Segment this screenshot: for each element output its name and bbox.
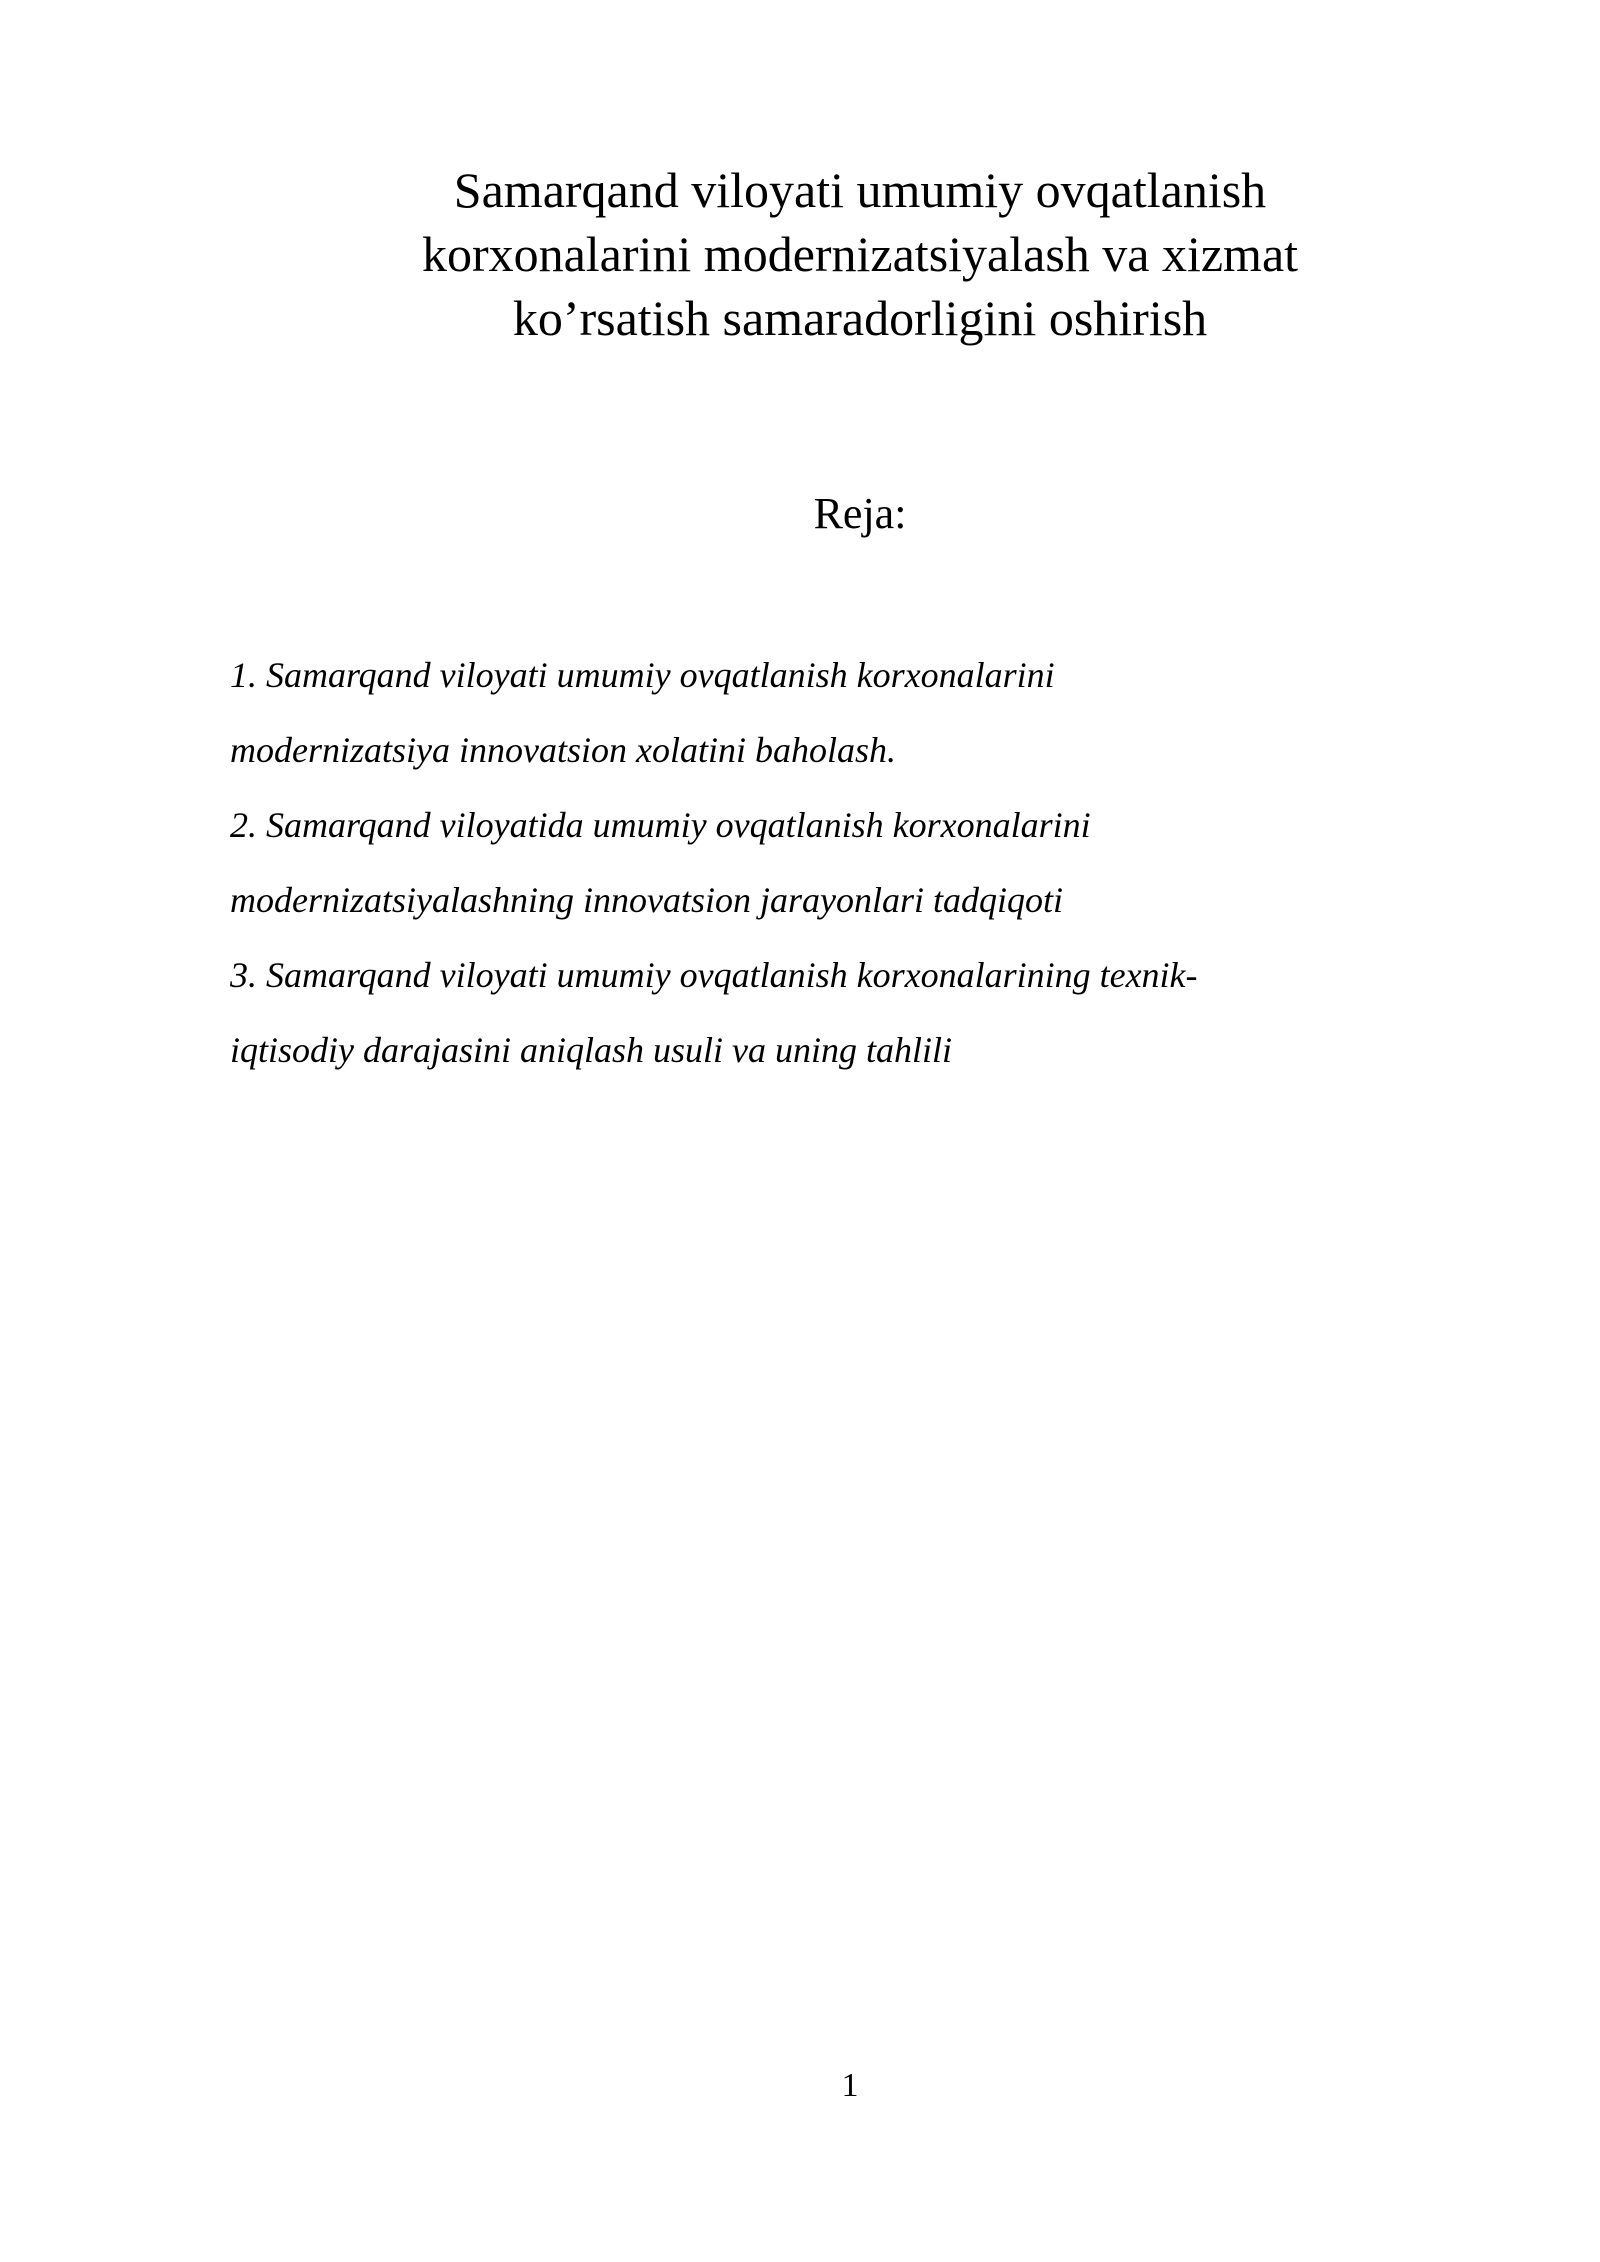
title-line: korxonalarini modernizatsiyalash va xizmat bbox=[421, 226, 1299, 282]
plan-item bbox=[230, 638, 1410, 788]
plan-item-line: iqtisodiy darajasini aniqlash usuli va uning tahlili bbox=[230, 1030, 953, 1070]
plan-item bbox=[230, 938, 1410, 1088]
plan-item-line: modernizatsiyalashning innovatsion jarayonlari tadqiqoti bbox=[230, 880, 1064, 920]
plan-item-line: 3. Samarqand viloyati umumiy ovqatlanish korxonalarining texnik- bbox=[230, 955, 1198, 995]
title-line: ko’rsatish samaradorligini oshirish bbox=[512, 290, 1208, 346]
document-title bbox=[300, 158, 1420, 350]
title-line: Samarqand viloyati umumiy ovqatlanish bbox=[453, 162, 1267, 218]
plan-item-line: 2. Samarqand viloyatida umumiy ovqatlanish korxonalarini bbox=[230, 805, 1091, 845]
plan-item-line: 1. Samarqand viloyati umumiy ovqatlanish korxonalarini bbox=[230, 655, 1055, 695]
page-number: 1 bbox=[841, 2067, 859, 2104]
plan-list bbox=[230, 638, 1410, 1088]
plan-heading: Reja: bbox=[813, 489, 907, 538]
plan-item-line: modernizatsiya innovatsion xolatini baholash. bbox=[230, 730, 896, 770]
plan-item bbox=[230, 788, 1410, 938]
